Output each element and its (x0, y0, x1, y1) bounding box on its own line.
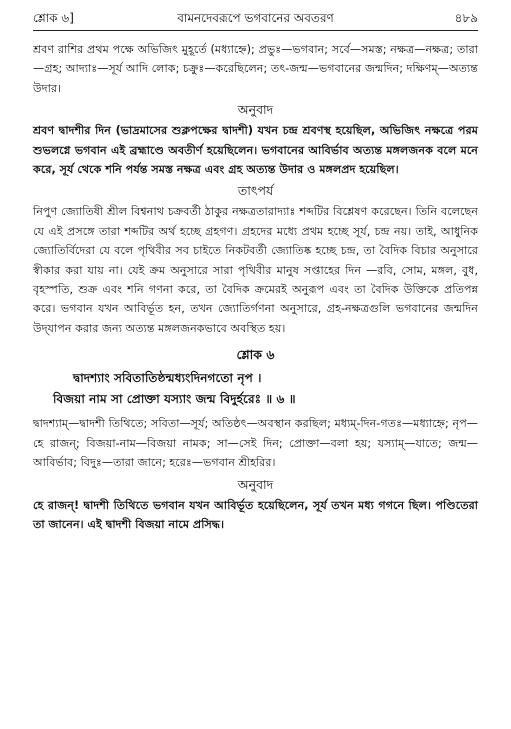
header-page-number: ৪৮৯ (454, 11, 478, 25)
page-body (33, 40, 478, 534)
verse-text (33, 368, 478, 410)
page-header (33, 6, 478, 31)
purport-heading: তাৎপর্য (237, 183, 274, 199)
verse-title: শ্লোক ৬ (236, 347, 275, 363)
word-meanings-top: শ্রবণ রাশির প্রথম পক্ষে অভিজিৎ মুহূর্তে (মধ্যাহ্নে); প্রভুঃ—ভগবান; সর্বে—সমস্ত; নক্ষত্র—নক্ষত্র; তারা—গ্রহ; আদ্যাঃ—সূর্য আদি লোক; চক্রুঃ—করেছিলেন; তৎ-জন্ম—ভগবানের জন্মদিন; দক্ষিণম্—অত্যন্ত উদার। (33, 43, 478, 95)
header-verse-ref: শ্লোক ৬] (33, 11, 74, 25)
verse-line-2: বিজয়া নাম সা প্রোক্তা যস্যাং জন্ম বিদুর্হরেঃ ॥ ৬ ॥ (53, 392, 296, 407)
translation-text: শ্রবণ দ্বাদশীর দিন (ভাদ্রমাসের শুক্লপক্ষের দ্বাদশী) যখন চন্দ্র শ্রবণস্থ হয়েছিল, অভিজিৎ নক্ষত্রে পরম শুভলগ্নে ভগবান এই ব্রহ্মাণ্ডে অবতীর্ণ হয়েছিলেন। ভগবানের আবির্ভাব অত্যন্ত মঙ্গলজনক বলে মনে করে, সূর্য থেকে শনি পর্যন্ত সমস্ত নক্ষত্র এবং গ্রহ অত্যন্ত উদার ও মঙ্গলপ্রদ হয়েছিল। (33, 124, 478, 177)
translation-text-2: হে রাজন্! দ্বাদশী তিথিতে ভগবান যখন আবির্ভূত হয়েছিলেন, সূর্য তখন মধ্য গগনে ছিল। পণ্ডিতেরা তা জানেন। এই দ্বাদশী বিজয়া নামে প্রসিদ্ধ। (33, 498, 478, 531)
translation-heading-2: অনুবাদ (237, 476, 274, 492)
purport-text: নিপুণ জ্যোতিষী শ্রীল বিশ্বনাথ চক্রবর্তী ঠাকুর নক্ষত্রতারাদ্যাঃ শব্দটির বিশ্লেষণ করেছেন। তিনি বলেছেন যে এই প্রসঙ্গে তারা শব্দটির অর্থ হচ্ছে গ্রহগণ। গ্রহদের মধ্যে প্রথম হচ্ছে সূর্য, চন্দ্র নয়। তাই, আধুনিক জ্যোতির্বিদেরা যে বলে পৃথিবীর সব চাইতে নিকটবর্তী জ্যোতিষ্ক হচ্ছে চন্দ্র, তা বৈদিক বিচার অনুসারে স্বীকার করা যায় না। যেই ক্রম অনুসারে সারা পৃথিবীর মানুষ সপ্তাহের দিন —রবি, সোম, মঙ্গল, বুধ, বৃহস্পতি, শুক্র এবং শনি গণনা করে, তা বৈদিক ক্রমেরই অনুরূপ এবং তা বৈদিক উক্তিকে প্রতিপন্ন করে। ভগবান যখন আবির্ভূত হন, তখন জ্যোতির্গণনা অনুসারে, গ্রহ-নক্ষত্রগুলি ভগবানের জন্মদিন উদ্‌যাপন করার জন্য অত্যন্ত মঙ্গলজনকভাবে অবস্থিত হয়। (33, 205, 478, 335)
word-meanings-verse: দ্বাদশ্যাম্—দ্বাদশী তিথিতে; সবিতা—সূর্য; অতিষ্ঠৎ—অবস্থান করছিল; মধ্যম্-দিন-গতঃ—মধ্যাহ্নে; নৃপ—হে রাজন্; বিজয়া-নাম—বিজয়া নামক; সা—সেই দিন; প্রোক্তা—বলা হয়; যস্যাম্—যাতে; জন্ম—আবির্ভাব; বিদুঃ—তারা জানে; হরেঃ—ভগবান শ্রীহরির। (33, 417, 478, 470)
header-chapter-title: বামনদেবরূপে ভগবানের অবতরণ (177, 11, 334, 25)
translation-heading: অনুবাদ (237, 102, 274, 118)
verse-line-1: দ্বাদশ্যাং সবিতাতিষ্ঠন্মধ্যংদিনগতো নৃপ । (73, 371, 262, 386)
